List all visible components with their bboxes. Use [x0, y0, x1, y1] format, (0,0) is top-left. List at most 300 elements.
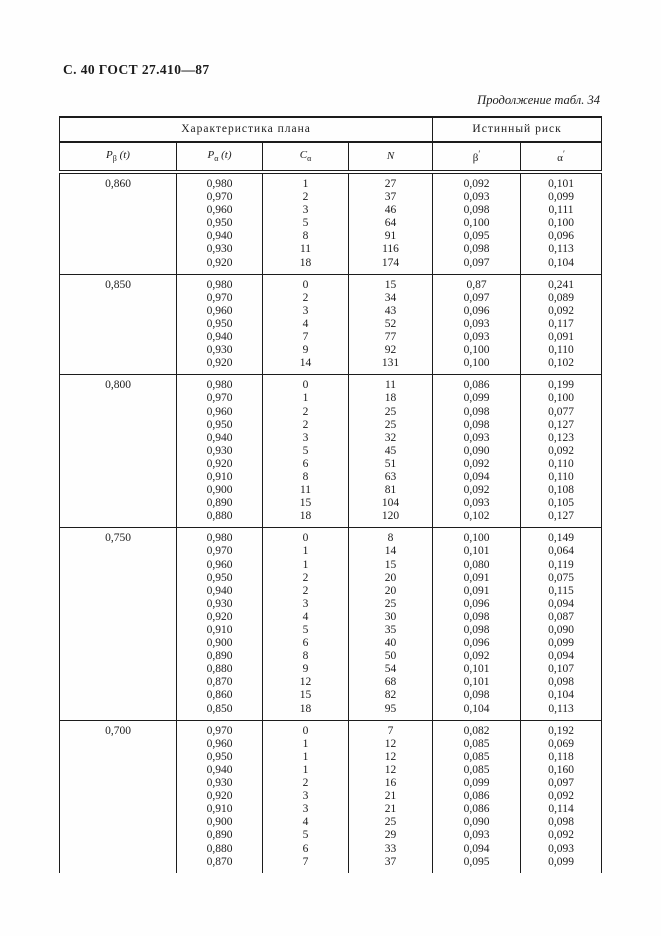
cell-p-beta — [60, 598, 177, 611]
cell-n: 14 — [349, 545, 433, 558]
cell-n: 30 — [349, 611, 433, 624]
column-header-c-alpha-sub: α — [307, 153, 312, 163]
cell-alpha-prime: 0,097 — [521, 777, 602, 790]
cell-c-alpha: 3 — [263, 803, 349, 816]
cell-p-beta: 0,700 — [60, 720, 177, 738]
cell-p-alpha: 0,880 — [177, 510, 263, 528]
cell-alpha-prime: 0,110 — [521, 471, 602, 484]
cell-p-beta — [60, 611, 177, 624]
column-header-n-base: N — [386, 150, 395, 162]
cell-beta-prime: 0,096 — [433, 637, 521, 650]
cell-n: 25 — [349, 598, 433, 611]
table-row — [60, 191, 602, 204]
cell-alpha-prime: 0,127 — [521, 419, 602, 432]
cell-alpha-prime: 0,098 — [521, 676, 602, 689]
cell-p-alpha: 0,940 — [177, 764, 263, 777]
cell-n: 18 — [349, 392, 433, 405]
cell-p-alpha: 0,920 — [177, 357, 263, 375]
cell-alpha-prime: 0,091 — [521, 331, 602, 344]
table-row — [60, 375, 602, 393]
cell-p-beta — [60, 331, 177, 344]
cell-p-alpha: 0,900 — [177, 484, 263, 497]
cell-alpha-prime: 0,108 — [521, 484, 602, 497]
table-row — [60, 585, 602, 598]
cell-beta-prime: 0,086 — [433, 790, 521, 803]
cell-alpha-prime: 0,096 — [521, 230, 602, 243]
cell-alpha-prime: 0,098 — [521, 816, 602, 829]
cell-beta-prime: 0,098 — [433, 689, 521, 702]
cell-beta-prime: 0,080 — [433, 559, 521, 572]
cell-n: 52 — [349, 318, 433, 331]
cell-alpha-prime: 0,092 — [521, 829, 602, 842]
cell-beta-prime: 0,091 — [433, 585, 521, 598]
cell-p-alpha: 0,920 — [177, 790, 263, 803]
cell-n: 35 — [349, 624, 433, 637]
cell-p-beta — [60, 191, 177, 204]
cell-c-alpha: 2 — [263, 191, 349, 204]
cell-p-beta — [60, 357, 177, 375]
cell-p-beta — [60, 204, 177, 217]
cell-p-beta — [60, 738, 177, 751]
cell-n: 81 — [349, 484, 433, 497]
cell-n: 51 — [349, 458, 433, 471]
cell-p-alpha: 0,980 — [177, 172, 263, 191]
table-row — [60, 738, 602, 751]
cell-n: 12 — [349, 738, 433, 751]
cell-n: 27 — [349, 172, 433, 191]
cell-p-alpha: 0,980 — [177, 528, 263, 546]
cell-alpha-prime: 0,092 — [521, 305, 602, 318]
cell-p-beta — [60, 777, 177, 790]
cell-p-alpha: 0,950 — [177, 572, 263, 585]
cell-alpha-prime: 0,092 — [521, 445, 602, 458]
cell-p-beta — [60, 497, 177, 510]
cell-p-beta — [60, 432, 177, 445]
cell-beta-prime: 0,093 — [433, 318, 521, 331]
table-row — [60, 777, 602, 790]
cell-n: 63 — [349, 471, 433, 484]
cell-beta-prime: 0,099 — [433, 777, 521, 790]
cell-n: 16 — [349, 777, 433, 790]
cell-c-alpha: 1 — [263, 764, 349, 777]
cell-alpha-prime: 0,110 — [521, 344, 602, 357]
cell-n: 64 — [349, 217, 433, 230]
cell-beta-prime: 0,092 — [433, 172, 521, 191]
cell-p-alpha: 0,910 — [177, 803, 263, 816]
cell-alpha-prime: 0,077 — [521, 406, 602, 419]
cell-c-alpha: 1 — [263, 545, 349, 558]
cell-n: 37 — [349, 856, 433, 873]
column-header-p-beta-t — [60, 142, 177, 172]
cell-p-alpha: 0,940 — [177, 331, 263, 344]
cell-p-alpha: 0,950 — [177, 318, 263, 331]
cell-beta-prime: 0,099 — [433, 392, 521, 405]
cell-c-alpha: 18 — [263, 510, 349, 528]
cell-alpha-prime: 0,149 — [521, 528, 602, 546]
cell-p-beta — [60, 292, 177, 305]
cell-p-beta — [60, 318, 177, 331]
cell-beta-prime: 0,101 — [433, 676, 521, 689]
table-row — [60, 445, 602, 458]
table-continuation-caption: Продолжение табл. 34 — [477, 93, 600, 107]
cell-alpha-prime: 0,104 — [521, 257, 602, 275]
cell-beta-prime: 0,100 — [433, 528, 521, 546]
table-block — [60, 274, 602, 375]
cell-p-alpha: 0,930 — [177, 445, 263, 458]
table-row — [60, 292, 602, 305]
cell-alpha-prime: 0,064 — [521, 545, 602, 558]
cell-c-alpha: 1 — [263, 751, 349, 764]
cell-beta-prime: 0,101 — [433, 663, 521, 676]
cell-c-alpha: 6 — [263, 458, 349, 471]
cell-p-beta — [60, 419, 177, 432]
cell-alpha-prime: 0,100 — [521, 217, 602, 230]
table-row — [60, 611, 602, 624]
column-header-alpha-base: α — [557, 152, 563, 164]
cell-p-beta — [60, 392, 177, 405]
table-block — [60, 720, 602, 873]
cell-n: 174 — [349, 257, 433, 275]
cell-n: 104 — [349, 497, 433, 510]
cell-p-alpha: 0,920 — [177, 257, 263, 275]
cell-p-alpha: 0,960 — [177, 738, 263, 751]
cell-c-alpha: 3 — [263, 204, 349, 217]
table-row — [60, 497, 602, 510]
cell-p-beta — [60, 676, 177, 689]
cell-beta-prime: 0,098 — [433, 611, 521, 624]
cell-c-alpha: 5 — [263, 217, 349, 230]
cell-p-beta: 0,750 — [60, 528, 177, 546]
table-row — [60, 357, 602, 375]
cell-n: 33 — [349, 843, 433, 856]
cell-p-beta — [60, 637, 177, 650]
cell-p-beta — [60, 856, 177, 873]
cell-n: 120 — [349, 510, 433, 528]
cell-p-beta — [60, 764, 177, 777]
cell-p-beta — [60, 803, 177, 816]
cell-beta-prime: 0,097 — [433, 257, 521, 275]
cell-c-alpha: 5 — [263, 445, 349, 458]
cell-p-alpha: 0,940 — [177, 432, 263, 445]
cell-n: 37 — [349, 191, 433, 204]
column-header-p-alpha-suffix: (t) — [218, 148, 232, 161]
cell-p-alpha: 0,930 — [177, 344, 263, 357]
group-header-true-risk: Истинный риск — [433, 117, 602, 142]
table-row — [60, 305, 602, 318]
cell-c-alpha: 1 — [263, 559, 349, 572]
cell-n: 68 — [349, 676, 433, 689]
cell-p-alpha: 0,920 — [177, 458, 263, 471]
cell-p-beta — [60, 585, 177, 598]
cell-p-beta — [60, 829, 177, 842]
cell-p-beta — [60, 663, 177, 676]
cell-c-alpha: 1 — [263, 392, 349, 405]
cell-c-alpha: 18 — [263, 703, 349, 721]
cell-c-alpha: 7 — [263, 331, 349, 344]
cell-beta-prime: 0,093 — [433, 191, 521, 204]
cell-p-beta — [60, 545, 177, 558]
cell-n: 29 — [349, 829, 433, 842]
cell-alpha-prime: 0,119 — [521, 559, 602, 572]
cell-c-alpha: 8 — [263, 650, 349, 663]
cell-c-alpha: 2 — [263, 419, 349, 432]
cell-n: 43 — [349, 305, 433, 318]
table-row — [60, 257, 602, 275]
cell-n: 25 — [349, 406, 433, 419]
cell-alpha-prime: 0,199 — [521, 375, 602, 393]
cell-beta-prime: 0,098 — [433, 243, 521, 256]
cell-p-alpha: 0,900 — [177, 816, 263, 829]
cell-n: 25 — [349, 816, 433, 829]
cell-alpha-prime: 0,111 — [521, 204, 602, 217]
table-row — [60, 572, 602, 585]
cell-p-alpha: 0,980 — [177, 375, 263, 393]
table-row — [60, 419, 602, 432]
column-header-n — [349, 142, 433, 172]
cell-c-alpha: 14 — [263, 357, 349, 375]
cell-beta-prime: 0,093 — [433, 432, 521, 445]
table-row — [60, 318, 602, 331]
cell-alpha-prime: 0,123 — [521, 432, 602, 445]
cell-p-beta — [60, 257, 177, 275]
cell-c-alpha: 3 — [263, 432, 349, 445]
cell-beta-prime: 0,086 — [433, 375, 521, 393]
cell-alpha-prime: 0,102 — [521, 357, 602, 375]
cell-alpha-prime: 0,104 — [521, 689, 602, 702]
column-header-beta-prime-mark: ′ — [478, 149, 481, 159]
table-row — [60, 458, 602, 471]
cell-p-beta — [60, 344, 177, 357]
cell-p-beta — [60, 471, 177, 484]
cell-c-alpha: 15 — [263, 689, 349, 702]
table-row — [60, 528, 602, 546]
table-row — [60, 689, 602, 702]
cell-c-alpha: 8 — [263, 471, 349, 484]
cell-n: 50 — [349, 650, 433, 663]
cell-p-beta — [60, 689, 177, 702]
column-header-row — [60, 142, 602, 172]
cell-p-alpha: 0,950 — [177, 217, 263, 230]
column-header-c-alpha-base: C — [299, 148, 308, 161]
cell-c-alpha: 8 — [263, 230, 349, 243]
cell-p-alpha: 0,940 — [177, 585, 263, 598]
table-row — [60, 406, 602, 419]
cell-c-alpha: 7 — [263, 856, 349, 873]
cell-p-alpha: 0,930 — [177, 243, 263, 256]
cell-beta-prime: 0,098 — [433, 624, 521, 637]
cell-beta-prime: 0,082 — [433, 720, 521, 738]
column-header-p-alpha-base: P — [207, 148, 215, 161]
cell-p-alpha: 0,960 — [177, 559, 263, 572]
cell-c-alpha: 12 — [263, 676, 349, 689]
cell-n: 15 — [349, 559, 433, 572]
table-row — [60, 843, 602, 856]
cell-c-alpha: 2 — [263, 572, 349, 585]
column-header-p-beta-sub: β — [112, 153, 117, 163]
cell-beta-prime: 0,085 — [433, 751, 521, 764]
table-row — [60, 663, 602, 676]
table-row — [60, 217, 602, 230]
cell-p-alpha: 0,880 — [177, 663, 263, 676]
cell-p-alpha: 0,960 — [177, 406, 263, 419]
cell-p-alpha: 0,930 — [177, 777, 263, 790]
cell-p-alpha: 0,860 — [177, 689, 263, 702]
cell-p-alpha: 0,890 — [177, 829, 263, 842]
cell-n: 20 — [349, 572, 433, 585]
cell-c-alpha: 5 — [263, 829, 349, 842]
cell-p-alpha: 0,980 — [177, 274, 263, 292]
table-row — [60, 751, 602, 764]
table-row — [60, 703, 602, 721]
cell-p-beta — [60, 559, 177, 572]
cell-beta-prime: 0,090 — [433, 445, 521, 458]
cell-beta-prime: 0,085 — [433, 764, 521, 777]
table-row — [60, 545, 602, 558]
cell-p-alpha: 0,870 — [177, 676, 263, 689]
cell-p-beta — [60, 406, 177, 419]
plan-table — [59, 116, 602, 873]
group-header-plan-characteristic: Характеристика плана — [60, 117, 433, 142]
cell-beta-prime: 0,092 — [433, 650, 521, 663]
cell-alpha-prime: 0,192 — [521, 720, 602, 738]
cell-c-alpha: 3 — [263, 598, 349, 611]
cell-n: 25 — [349, 419, 433, 432]
cell-p-alpha: 0,960 — [177, 305, 263, 318]
cell-c-alpha: 3 — [263, 790, 349, 803]
column-header-p-beta-suffix: (t) — [116, 148, 130, 161]
table-row — [60, 344, 602, 357]
table-row — [60, 676, 602, 689]
cell-beta-prime: 0,87 — [433, 274, 521, 292]
cell-alpha-prime: 0,113 — [521, 703, 602, 721]
cell-c-alpha: 11 — [263, 243, 349, 256]
cell-n: 116 — [349, 243, 433, 256]
table-row — [60, 829, 602, 842]
cell-p-beta — [60, 751, 177, 764]
cell-p-alpha: 0,950 — [177, 419, 263, 432]
column-header-beta-base: β — [472, 152, 479, 164]
cell-beta-prime: 0,096 — [433, 305, 521, 318]
cell-c-alpha: 1 — [263, 738, 349, 751]
table-row — [60, 471, 602, 484]
cell-c-alpha: 9 — [263, 663, 349, 676]
cell-beta-prime: 0,093 — [433, 331, 521, 344]
cell-alpha-prime: 0,113 — [521, 243, 602, 256]
cell-c-alpha: 4 — [263, 816, 349, 829]
cell-p-beta — [60, 510, 177, 528]
cell-n: 12 — [349, 751, 433, 764]
cell-p-beta: 0,860 — [60, 172, 177, 191]
column-header-alpha-prime — [521, 142, 602, 172]
cell-beta-prime: 0,085 — [433, 738, 521, 751]
cell-n: 21 — [349, 790, 433, 803]
table-row — [60, 172, 602, 191]
table-row — [60, 510, 602, 528]
cell-p-alpha: 0,940 — [177, 230, 263, 243]
cell-p-beta — [60, 790, 177, 803]
column-header-p-alpha-sub: α — [214, 153, 219, 163]
cell-p-alpha: 0,970 — [177, 191, 263, 204]
table-row — [60, 624, 602, 637]
cell-beta-prime: 0,090 — [433, 816, 521, 829]
cell-beta-prime: 0,091 — [433, 572, 521, 585]
cell-p-alpha: 0,850 — [177, 703, 263, 721]
cell-beta-prime: 0,096 — [433, 598, 521, 611]
cell-alpha-prime: 0,127 — [521, 510, 602, 528]
cell-beta-prime: 0,098 — [433, 406, 521, 419]
cell-n: 91 — [349, 230, 433, 243]
cell-p-beta — [60, 243, 177, 256]
cell-n: 20 — [349, 585, 433, 598]
cell-p-beta — [60, 703, 177, 721]
table-row — [60, 650, 602, 663]
cell-alpha-prime: 0,114 — [521, 803, 602, 816]
cell-c-alpha: 0 — [263, 375, 349, 393]
cell-alpha-prime: 0,075 — [521, 572, 602, 585]
cell-c-alpha: 1 — [263, 172, 349, 191]
table-row — [60, 392, 602, 405]
cell-p-beta — [60, 484, 177, 497]
cell-beta-prime: 0,100 — [433, 357, 521, 375]
cell-n: 40 — [349, 637, 433, 650]
table-row — [60, 243, 602, 256]
cell-beta-prime: 0,102 — [433, 510, 521, 528]
cell-c-alpha: 3 — [263, 305, 349, 318]
cell-c-alpha: 4 — [263, 611, 349, 624]
cell-beta-prime: 0,095 — [433, 230, 521, 243]
cell-c-alpha: 0 — [263, 720, 349, 738]
cell-alpha-prime: 0,100 — [521, 392, 602, 405]
cell-c-alpha: 9 — [263, 344, 349, 357]
cell-alpha-prime: 0,093 — [521, 843, 602, 856]
cell-p-beta — [60, 217, 177, 230]
cell-beta-prime: 0,100 — [433, 217, 521, 230]
cell-c-alpha: 6 — [263, 843, 349, 856]
cell-p-alpha: 0,960 — [177, 204, 263, 217]
cell-c-alpha: 2 — [263, 292, 349, 305]
cell-alpha-prime: 0,105 — [521, 497, 602, 510]
cell-alpha-prime: 0,099 — [521, 637, 602, 650]
cell-c-alpha: 2 — [263, 585, 349, 598]
table-row — [60, 790, 602, 803]
page-header: С. 40 ГОСТ 27.410—87 — [63, 62, 210, 77]
column-header-c-alpha — [263, 142, 349, 172]
cell-c-alpha: 4 — [263, 318, 349, 331]
cell-p-beta — [60, 230, 177, 243]
cell-n: 12 — [349, 764, 433, 777]
cell-p-beta — [60, 305, 177, 318]
cell-beta-prime: 0,098 — [433, 419, 521, 432]
cell-n: 92 — [349, 344, 433, 357]
cell-p-beta: 0,850 — [60, 274, 177, 292]
cell-c-alpha: 2 — [263, 777, 349, 790]
column-header-beta-prime — [433, 142, 521, 172]
table-row — [60, 274, 602, 292]
cell-beta-prime: 0,100 — [433, 344, 521, 357]
cell-p-alpha: 0,910 — [177, 471, 263, 484]
cell-p-alpha: 0,880 — [177, 843, 263, 856]
table-row — [60, 816, 602, 829]
cell-alpha-prime: 0,110 — [521, 458, 602, 471]
cell-n: 21 — [349, 803, 433, 816]
cell-alpha-prime: 0,094 — [521, 598, 602, 611]
cell-p-alpha: 0,890 — [177, 497, 263, 510]
cell-alpha-prime: 0,107 — [521, 663, 602, 676]
cell-beta-prime: 0,086 — [433, 803, 521, 816]
table-row — [60, 559, 602, 572]
cell-p-alpha: 0,970 — [177, 392, 263, 405]
cell-p-beta — [60, 624, 177, 637]
